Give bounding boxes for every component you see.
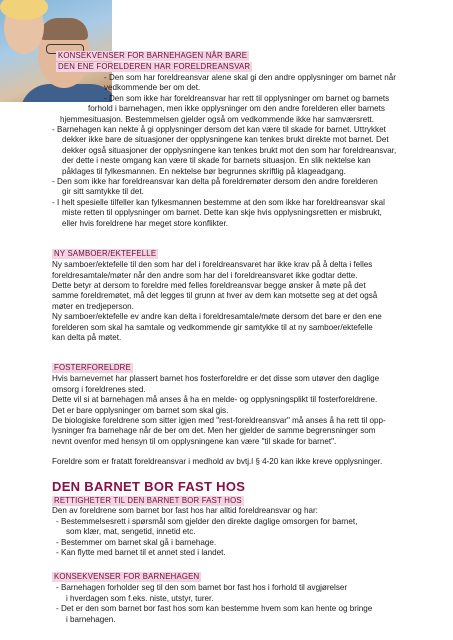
section4-sub1-heading: RETTIGHETER TIL DEN BARNET BOR FAST HOS [54,496,242,505]
section3-line: De biologiske foreldrene som sitter igjen med "rest-foreldreansvar" må anses å ha rett til opp- [52,415,386,425]
section3-heading: FOSTERFORELDRE [54,363,131,373]
section1-line: eller hvis foreldrene har meget store konflikter. [62,218,229,228]
section2-line: samme foreldremøtet, må det legges til grunn at hver av dem kan motsette seg at det også [52,291,378,301]
section1-heading-line1: KONSEKVENSER FOR BARNEHAGEN NÅR BARE [58,51,248,60]
section4-sub1-line: som klær, mat, sengetid, innetid etc. [66,527,196,537]
section2 [52,249,444,343]
section3 [52,363,444,467]
section1-line: - Den som har foreldreansvar alene skal gi den andre opplysninger om barnet når [104,73,396,82]
section1-line: forhold i barnehagen, men ikke opplysninger om den andre forelderen eller barnets [88,104,385,114]
section2-line: foreldresamtale/møter når den andre som har del i foreldreansvaret ikke godtar dette. [52,270,358,280]
section2-line: møter en tredjeperson. [52,301,134,311]
section4-sub2-line: i hverdagen som f.eks. niste, utstyr, turer. [66,593,214,603]
section2-line: Ny samboer/ektefelle ev andre kan delta i foreldresamtale/møte dersom det bare er den ene [52,312,382,322]
section1-line: hjemmesituasjon. Bestemmelsen gjelder også om vedkommende ikke har samværsrett. [60,114,374,124]
section3-line: Hvis barnevernet har plassert barnet hos fosterforeldre er det disse som utøver den daglige [52,374,380,384]
section1-line: dekker også situasjoner der opplysningene kan tenkes brukt mot den som har foreldreansvar, [62,145,397,155]
section1-line: gir sitt samtykke til det. [62,187,144,197]
section2-line: kan delta på møtet. [52,332,122,342]
section4-title: DEN BARNET BOR FAST HOS [52,478,246,494]
section4-sub1-line: Den av foreldrene som barnet bor fast hos har alltid foreldreansvar og har: [52,506,318,516]
section1-line: - Den som ikke har foreldreansvar kan delta på foreldremøter dersom den andre forelderen [52,177,378,187]
section1-line: påklages til fylkesmannen. En nektelse bør begrunnes skriftlig på klageadgang. [62,166,346,176]
section3-line: Dette vil si at barnehagen må anses å ha en melde- og opplysningsplikt til fosterforeldrene. [52,395,378,405]
section4-sub2-line: - Barnehagen forholder seg til den som barnet bor fast hos i forhold til avgjørelser [56,583,348,593]
section1-line: der dette i neste omgang kan være til skade for barnets situasjon. En slik nektelse kan [62,156,371,166]
section4-sub1-line: - Kan flytte med barnet til et annet sted i landet. [56,548,226,558]
section4-sub2-line: - Det er den som barnet bor fast hos som kan bestemme hvem som kan hente og bringe [56,604,373,614]
section2-heading: NY SAMBOER/EKTEFELLE [54,249,157,259]
section3-line: nevnt ovenfor med hensyn til om opplysningene kan være "til skade for barnet". [52,436,337,446]
photo-man-hair [40,18,88,40]
section1-line: miste retten til opplysninger om barnet. Dette kan skje hvis opplysningsretten er misbrukt, [62,208,382,218]
section4-sub2 [52,572,444,625]
section2-line: forelderen som skal ha samtale og vedkommende gir samtykke til at ny samboer/ektefelle [52,322,373,332]
section2-line: Dette betyr at dersom to foreldre med felles foreldreansvar begge ønsker å møte på det [52,280,366,290]
section4-sub1 [52,496,444,558]
section3-closing: Foreldre som er fratatt foreldreansvar i medhold av bvtj.l § 4-20 kan ikke kreve opplysninger. [52,457,383,467]
section4-sub2-line: i barnehagen. [66,614,116,624]
section1-line: dekker ikke bare de situasjoner der opplysningene kan tenkes brukt direkte mot barnet. Det [62,135,389,145]
section1-heading [56,51,251,73]
section1-body [52,73,444,625]
section3-line: Det er bare opplysninger om barnet som skal gis. [52,405,229,415]
section1-line: vedkommende ber om det. [104,83,201,93]
section2-line: Ny samboer/ektefelle til den som har del i foreldreansvaret har ikke krav på å delta i felles [52,260,373,270]
section1-line: - Den som ikke har foreldreansvar har rett til opplysninger om barnet og barnets [104,93,390,103]
section4-sub2-heading: KONSEKVENSER FOR BARNEHAGEN [54,572,200,582]
section1-line: - Barnehagen kan nekte å gi opplysninger dersom det kan være til skade for barnet. Uttrykket [52,125,386,135]
section4-sub1-line: - Bestemmer om barnet skal gå i barnehage. [56,537,217,547]
section3-line: omsorg i foreldrenes sted. [52,384,146,394]
section3-line: lysninger fra barnehage når de ber om det. Men her gjelder de samme begrensninger som [52,426,376,436]
section1-line: - I helt spesielle tilfeller kan fylkesmannen bestemme at den som ikke har foreldreansvar skal [52,197,385,207]
section4-sub1-line: - Bestemmelsesrett i spørsmål som gjelder den direkte daglige omsorgen for barnet, [56,516,358,526]
section1-heading-line2: DEN ENE FORELDEREN HAR FORELDREANSVAR [58,62,251,71]
